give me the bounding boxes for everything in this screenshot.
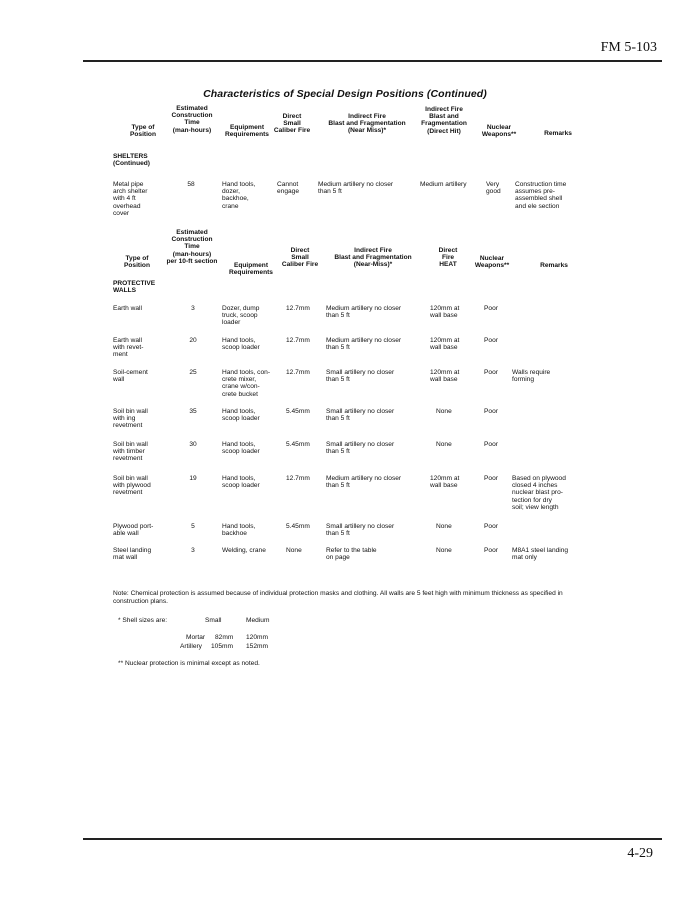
t1-cell-indirect: Medium artillery no closer than 5 ft [318, 181, 394, 196]
t1-h-time: Estimated Construction Time (man-hours) [171, 105, 213, 134]
shell-sizes-intro: * Shell sizes are: [118, 617, 168, 624]
t2-h-remarks: Remarks [540, 262, 568, 269]
artillery-label: Artillery [180, 643, 202, 650]
t2-cell-time: 5 [191, 523, 195, 530]
t2-cell-time: 3 [191, 305, 195, 312]
t2-cell-nuclear: Poor [484, 408, 498, 415]
shell-head-small: Small [205, 617, 222, 624]
t2-cell-direct: None [286, 547, 302, 554]
t2-cell-indirect: Refer to the table on page [326, 547, 377, 562]
t2-h-type: Type of Position [123, 255, 150, 270]
t2-cell-equip: Hand tools, scoop loader [222, 441, 260, 456]
t1-cell-time: 58 [187, 181, 195, 188]
t2-cell-hit: 120mm at wall base [430, 475, 460, 490]
t2-cell-time: 3 [191, 547, 195, 554]
mortar-small: 82mm [215, 634, 234, 641]
t2-h-direct: Direct Small Caliber Fire [281, 247, 319, 269]
t2-cell-indirect: Medium artillery no closer than 5 ft [326, 305, 402, 320]
t2-cell-equip: Hand tools, backhoe [222, 523, 256, 538]
t2-cell-hit: None [436, 408, 452, 415]
t2-cell-time: 25 [189, 369, 197, 376]
t2-cell-indirect: Small artillery no closer than 5 ft [326, 441, 395, 456]
t2-cell-equip: Hand tools, scoop loader [222, 475, 260, 490]
t2-cell-direct: 12.7mm [286, 337, 310, 344]
t2-cell-equip: Hand tools, con- crete mixer, crane w/con- crete bucket [222, 369, 271, 398]
t2-cell-nuclear: Poor [484, 547, 498, 554]
artillery-medium: 152mm [246, 643, 268, 650]
page-header: FM 5-103 [600, 40, 657, 55]
t2-h-time: Estimated Construction Time (man-hours) per 10-ft section [166, 229, 218, 265]
t2-cell-time: 19 [189, 475, 197, 482]
t2-cell-direct: 5.45mm [286, 441, 310, 448]
t2-cell-type: Soil-cement wall [113, 369, 148, 384]
t1-h-indirect: Indirect Fire Blast and Fragmentation (Near Miss)* [328, 113, 406, 135]
t2-cell-hit: 120mm at wall base [430, 369, 460, 384]
t2-cell-indirect: Small artillery no closer than 5 ft [326, 369, 395, 384]
mortar-label: Mortar [186, 634, 206, 641]
t2-cell-indirect: Small artillery no closer than 5 ft [326, 523, 395, 538]
t2-section-label: PROTECTIVE WALLS [113, 280, 156, 295]
t2-cell-indirect: Medium artillery no closer than 5 ft [326, 475, 402, 490]
t2-cell-direct: 12.7mm [286, 475, 310, 482]
t2-cell-nuclear: Poor [484, 523, 498, 530]
t1-cell-type: Metal pipe arch shelter with 4 ft overhead cover [113, 181, 148, 217]
t2-cell-time: 30 [189, 441, 197, 448]
t1-h-equip: Equipment Requirements [225, 124, 269, 139]
t1-h-remarks: Remarks [544, 130, 572, 137]
t2-cell-hit: 120mm at wall base [430, 305, 460, 320]
t2-cell-time: 20 [189, 337, 197, 344]
t2-cell-equip: Dozer, dump truck, scoop loader [222, 305, 260, 327]
t2-cell-nuclear: Poor [484, 475, 498, 482]
t2-cell-direct: 12.7mm [286, 369, 310, 376]
table-title: Characteristics of Special Design Positions (Continued) [203, 88, 487, 100]
t2-cell-remarks: M8A1 steel landing mat only [512, 547, 569, 562]
footer-rule [83, 838, 662, 840]
table-note: Note: Chemical protection is assumed because of individual protection masks and clothing. All walls are 5 feet high with minimum thickness as specified in construction plans. [113, 590, 563, 605]
t2-cell-equip: Hand tools, scoop loader [222, 408, 260, 423]
t2-cell-type: Soil bin wall with plywood revetment [113, 475, 151, 497]
t2-cell-indirect: Small artillery no closer than 5 ft [326, 408, 395, 423]
t2-cell-hit: 120mm at wall base [430, 337, 460, 352]
t2-cell-type: Steel landing mat wall [113, 547, 152, 562]
t2-cell-type: Earth wall [113, 305, 142, 312]
t2-h-indirect: Indirect Fire Blast and Fragmentation (Near-Miss)* [334, 247, 412, 269]
t1-h-hit: Indirect Fire Blast and Fragmentation (Direct Hit) [421, 106, 467, 135]
artillery-small: 105mm [211, 643, 233, 650]
t1-h-nuclear: Nuclear Weapons** [481, 124, 517, 139]
t2-cell-nuclear: Poor [484, 441, 498, 448]
t2-cell-nuclear: Poor [484, 305, 498, 312]
t2-cell-type: Soil bin wall with timber revetment [113, 441, 148, 463]
t1-h-type: Type of Position [129, 124, 156, 139]
t2-cell-hit: None [436, 441, 452, 448]
mortar-medium: 120mm [246, 634, 268, 641]
t2-cell-equip: Welding, crane [222, 547, 266, 554]
t2-cell-remarks: Walls require forming [512, 369, 551, 384]
t2-cell-type: Plywood port- able wall [113, 523, 154, 538]
t2-cell-time: 35 [189, 408, 197, 415]
t2-h-nuclear: Nuclear Weapons** [474, 255, 510, 270]
header-rule [83, 60, 662, 62]
t2-cell-hit: None [436, 523, 452, 530]
t1-h-direct: Direct Small Caliber Fire [273, 113, 311, 135]
t2-cell-indirect: Medium artillery no closer than 5 ft [326, 337, 402, 352]
t2-cell-equip: Hand tools, scoop loader [222, 337, 260, 352]
t2-h-equip: Equipment Requirements [229, 262, 273, 277]
t2-cell-remarks: Based on plywood closed 4 inches nuclear blast pro- tection for dry soil; view length [512, 475, 566, 511]
page-number: 4-29 [627, 846, 653, 861]
t2-cell-type: Earth wall with revet- ment [113, 337, 144, 359]
t2-cell-nuclear: Poor [484, 369, 498, 376]
t2-cell-hit: None [436, 547, 452, 554]
nuclear-note: ** Nuclear protection is minimal except as noted. [118, 660, 260, 667]
t2-h-hit: Direct Fire HEAT [438, 247, 458, 269]
t1-section-label: SHELTERS (Continued) [113, 153, 150, 168]
t1-cell-hit: Medium artillery [420, 181, 467, 188]
t2-cell-type: Soil bin wall with ing revetment [113, 408, 148, 430]
t1-cell-equip: Hand tools, dozer, backhoe, crane [222, 181, 256, 210]
t2-cell-nuclear: Poor [484, 337, 498, 344]
t2-cell-direct: 5.45mm [286, 523, 310, 530]
t1-cell-nuclear: Very good [486, 181, 501, 196]
t2-cell-direct: 5.45mm [286, 408, 310, 415]
shell-head-medium: Medium [246, 617, 270, 624]
t2-cell-direct: 12.7mm [286, 305, 310, 312]
t1-cell-direct: Cannot engage [277, 181, 300, 196]
t1-cell-remarks: Construction time assumes pre- assembled shell and ele section [515, 181, 567, 210]
